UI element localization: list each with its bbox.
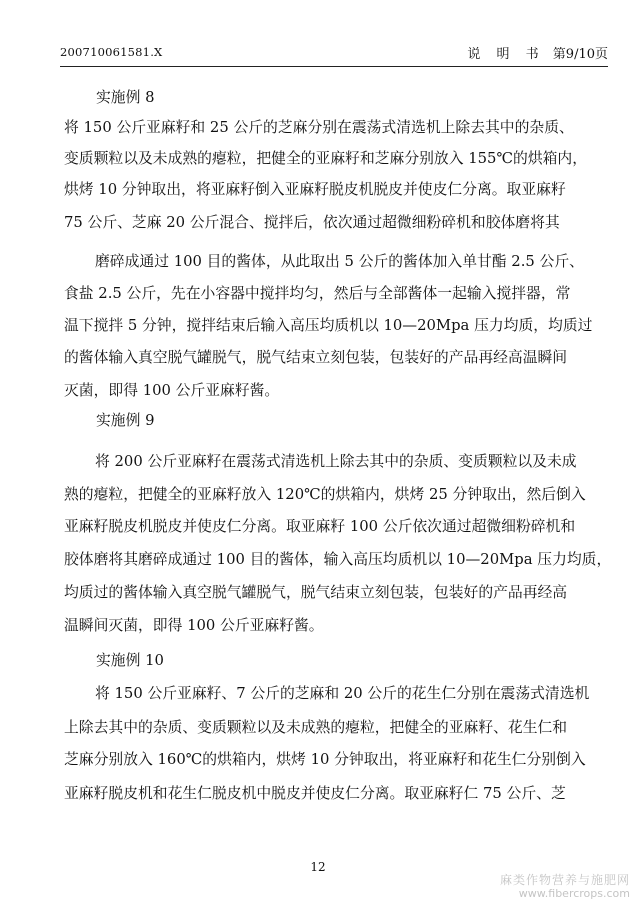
text-line: 亚麻籽脱皮机和花生仁脱皮机中脱皮并使皮仁分离。取亚麻籽仁 75 公斤、芝 (64, 785, 566, 802)
document-title: 说 明 书 (467, 47, 545, 62)
header-rule (60, 66, 608, 67)
text-line: 变质颗粒以及未成熟的瘪粒，把健全的亚麻籽和芝麻分别放入 155℃的烘箱内， (64, 150, 588, 167)
text-line: 温下搅拌 5 分钟，搅拌结束后输入高压均质机以 10—20Mpa 压力均质，均质过 (64, 317, 593, 334)
text-line: 75 公斤、芝麻 20 公斤混合、搅拌后，依次通过超微细粉碎机和胶体磨将其 (64, 214, 560, 231)
page-label: 第9/10页 (552, 47, 608, 62)
text-line: 灭菌，即得 100 公斤亚麻籽酱。 (64, 382, 280, 399)
example-9-heading: 实施例 9 (96, 412, 155, 429)
text-line: 亚麻籽脱皮机脱皮并使皮仁分离。取亚麻籽 100 公斤依次通过超微细粉碎机和 (64, 518, 576, 535)
text-line: 的酱体输入真空脱气罐脱气，脱气结束立刻包装，包装好的产品再经高温瞬间 (64, 349, 568, 366)
text-line: 烘烤 10 分钟取出，将亚麻籽倒入亚麻籽脱皮机脱皮并使皮仁分离。取亚麻籽 (64, 181, 566, 198)
page-header (60, 41, 608, 63)
text-line: 磨碎成通过 100 目的酱体，从此取出 5 公斤的酱体加入单甘酯 2.5 公斤、 (95, 253, 584, 270)
text-line: 将 150 公斤亚麻籽、7 公斤的芝麻和 20 公斤的花生仁分别在震荡式清选机 (95, 685, 590, 702)
text-line: 均质过的酱体输入真空脱气罐脱气，脱气结束立刻包装，包装好的产品再经高 (64, 584, 568, 601)
example-10-heading: 实施例 10 (96, 652, 164, 669)
text-line: 食盐 2.5 公斤，先在小容器中搅拌均匀，然后与全部酱体一起输入搅拌器，常 (64, 285, 571, 302)
text-line: 胶体磨将其磨碎成通过 100 目的酱体，输入高压均质机以 10—20Mpa 压力均质， (64, 551, 612, 568)
watermark-text: 麻类作物营养与施肥网 (499, 873, 630, 887)
document-number: 200710061581.X (60, 45, 163, 59)
example-8-heading: 实施例 8 (96, 89, 155, 106)
text-line: 将 150 公斤亚麻籽和 25 公斤的芝麻分别在震荡式清选机上除去其中的杂质、 (64, 119, 574, 136)
header-right (467, 43, 608, 62)
watermark (500, 873, 630, 901)
text-line: 温瞬间灭菌，即得 100 公斤亚麻籽酱。 (64, 617, 324, 634)
text-line: 上除去其中的杂质、变质颗粒以及未成熟的瘪粒，把健全的亚麻籽、花生仁和 (64, 719, 568, 736)
text-line: 芝麻分别放入 160℃的烘箱内，烘烤 10 分钟取出，将亚麻籽和花生仁分别倒入 (64, 751, 586, 768)
text-line: 将 200 公斤亚麻籽在震荡式清选机上除去其中的杂质、变质颗粒以及未成 (95, 453, 577, 470)
watermark-url: www.fibercrops.com (518, 887, 630, 900)
page-number: 12 (310, 860, 326, 874)
text-line: 熟的瘪粒，把健全的亚麻籽放入 120℃的烘箱内，烘烤 25 分钟取出，然后倒入 (64, 486, 586, 503)
